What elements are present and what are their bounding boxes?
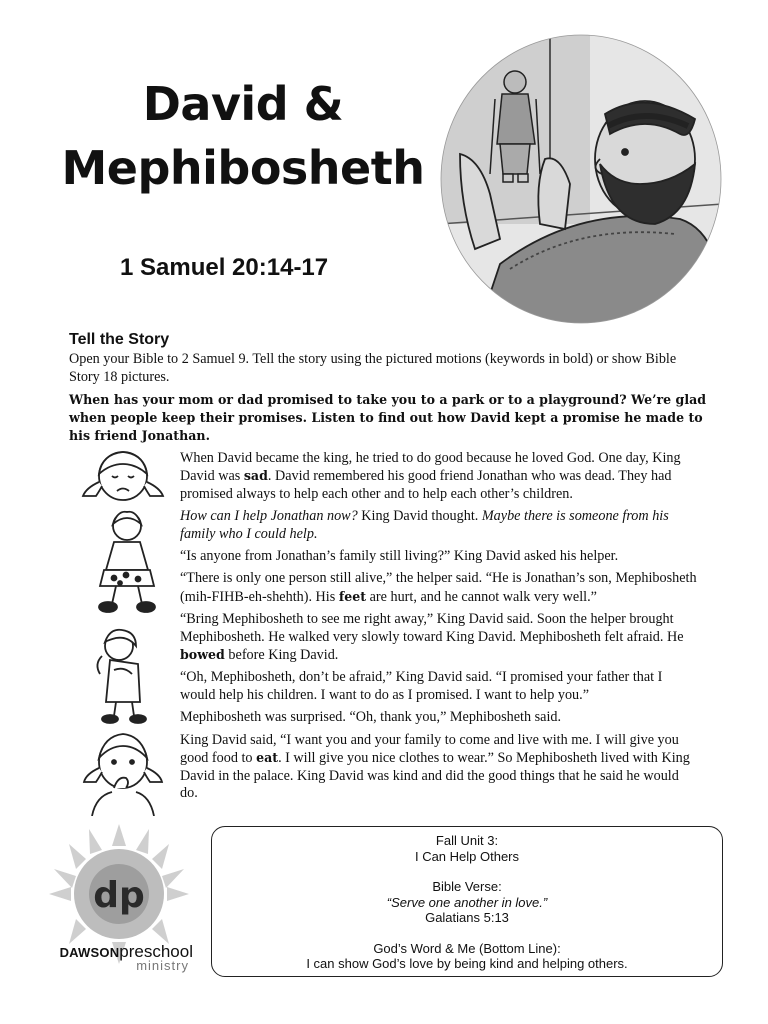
verse-label: Bible Verse: xyxy=(432,879,502,894)
story-text xyxy=(180,450,700,807)
bowing-child-icon xyxy=(92,626,154,726)
unit-label: Fall Unit 3: xyxy=(435,833,499,848)
logo-brand-light: preschool xyxy=(119,942,193,961)
story-paragraph: “Oh, Mephibosheth, don’t be afraid,” King David said. “I promised your father that I would help his children. I want to do as I promised. I want to help you.” xyxy=(180,669,663,703)
story-thought: Maybe there is someone from his family who I could help. xyxy=(180,508,669,542)
logo-letters: dp xyxy=(93,875,145,916)
story-paragraph xyxy=(180,450,700,503)
bottom-line-text: I can show God’s love by being kind and helping others. xyxy=(306,956,628,971)
story-text-span: before King David. xyxy=(224,647,339,664)
story-text-span: are hurt, and he cannot walk very well.” xyxy=(366,588,597,605)
bottom-line-label: God’s Word & Me (Bottom Line): xyxy=(373,940,561,956)
story-paragraph: Mephibosheth was surprised. “Oh, thank you,” Mephibosheth said. xyxy=(180,709,562,726)
discussion-question: When has your mom or dad promised to take you to a park or to a playground? We’re glad when people keep their promises. Listen to find out how David kept a promise he made to his friend Jonathan. xyxy=(69,392,707,443)
logo-wordmark xyxy=(48,942,193,973)
keyword-bowed: bowed xyxy=(180,647,225,663)
story-paragraph xyxy=(180,570,700,606)
sad-child-icon xyxy=(80,446,166,504)
story-text-span: “Bring Mephibosheth to see me right away,” King David said. Soon the helper brought Mephibosheth. He walked very slowly toward King David. Mephibosheth felt afraid. He xyxy=(180,611,684,645)
logo-brand-bold: DAWSON xyxy=(59,945,120,960)
unit-info-box xyxy=(211,826,723,977)
keyword-sad: sad xyxy=(243,468,268,484)
keyword-eat: eat xyxy=(256,750,279,766)
logo-subtitle: ministry xyxy=(136,958,189,973)
story-text-span: When David became the king, he tried to do good because he loved God. One day, King David was xyxy=(180,450,681,485)
instructions-text: Open your Bible to 2 Samuel 9. Tell the story using the pictured motions (keywords in bold) or show Bible Story 18 pictures. xyxy=(69,351,677,385)
scripture-reference: 1 Samuel 20:14-17 xyxy=(120,254,329,281)
story-paragraph: “Is anyone from Jonathan’s family still living?” King David asked his helper. xyxy=(180,548,619,565)
section-heading-tell-the-story: Tell the Story xyxy=(69,331,170,348)
story-paragraph xyxy=(180,611,700,664)
story-paragraph xyxy=(180,732,700,803)
story-text-span: . I will give you nice clothes to wear.” So Mephibosheth lived with King David in the palace. King David was kind and did the good things that he said he would do. xyxy=(180,750,690,801)
page-title xyxy=(48,72,438,200)
verse-text: “Serve one another in love.” xyxy=(386,894,548,910)
story-thought: How can I help Jonathan now? xyxy=(180,508,358,525)
story-text-span: “There is only one person still alive,” the helper said. “He is Jonathan’s son, Mephibosheth (mih-FIHB-eh-shehth). His xyxy=(180,570,697,605)
verse-reference: Galatians 5:13 xyxy=(425,910,509,925)
keyword-feet: feet xyxy=(338,588,367,604)
unit-name: I Can Help Others xyxy=(414,848,520,864)
child-feet-icon xyxy=(94,508,160,616)
story-paragraph xyxy=(180,508,700,543)
story-text-span: King David said, “I want you and your family to come and live with me. I will give you good food to xyxy=(180,731,679,767)
story-text-span: King David thought. xyxy=(357,508,482,525)
eating-child-icon xyxy=(82,730,164,816)
story-text-span: . David remembered his good friend Jonathan who was dead. They had promised always to help each other and to help each other’s children. xyxy=(180,468,672,502)
title-line-2: Mephibosheth xyxy=(61,141,425,195)
king-david-and-mephibosheth-illustration xyxy=(440,34,722,324)
title-line-1: David & xyxy=(142,77,344,131)
